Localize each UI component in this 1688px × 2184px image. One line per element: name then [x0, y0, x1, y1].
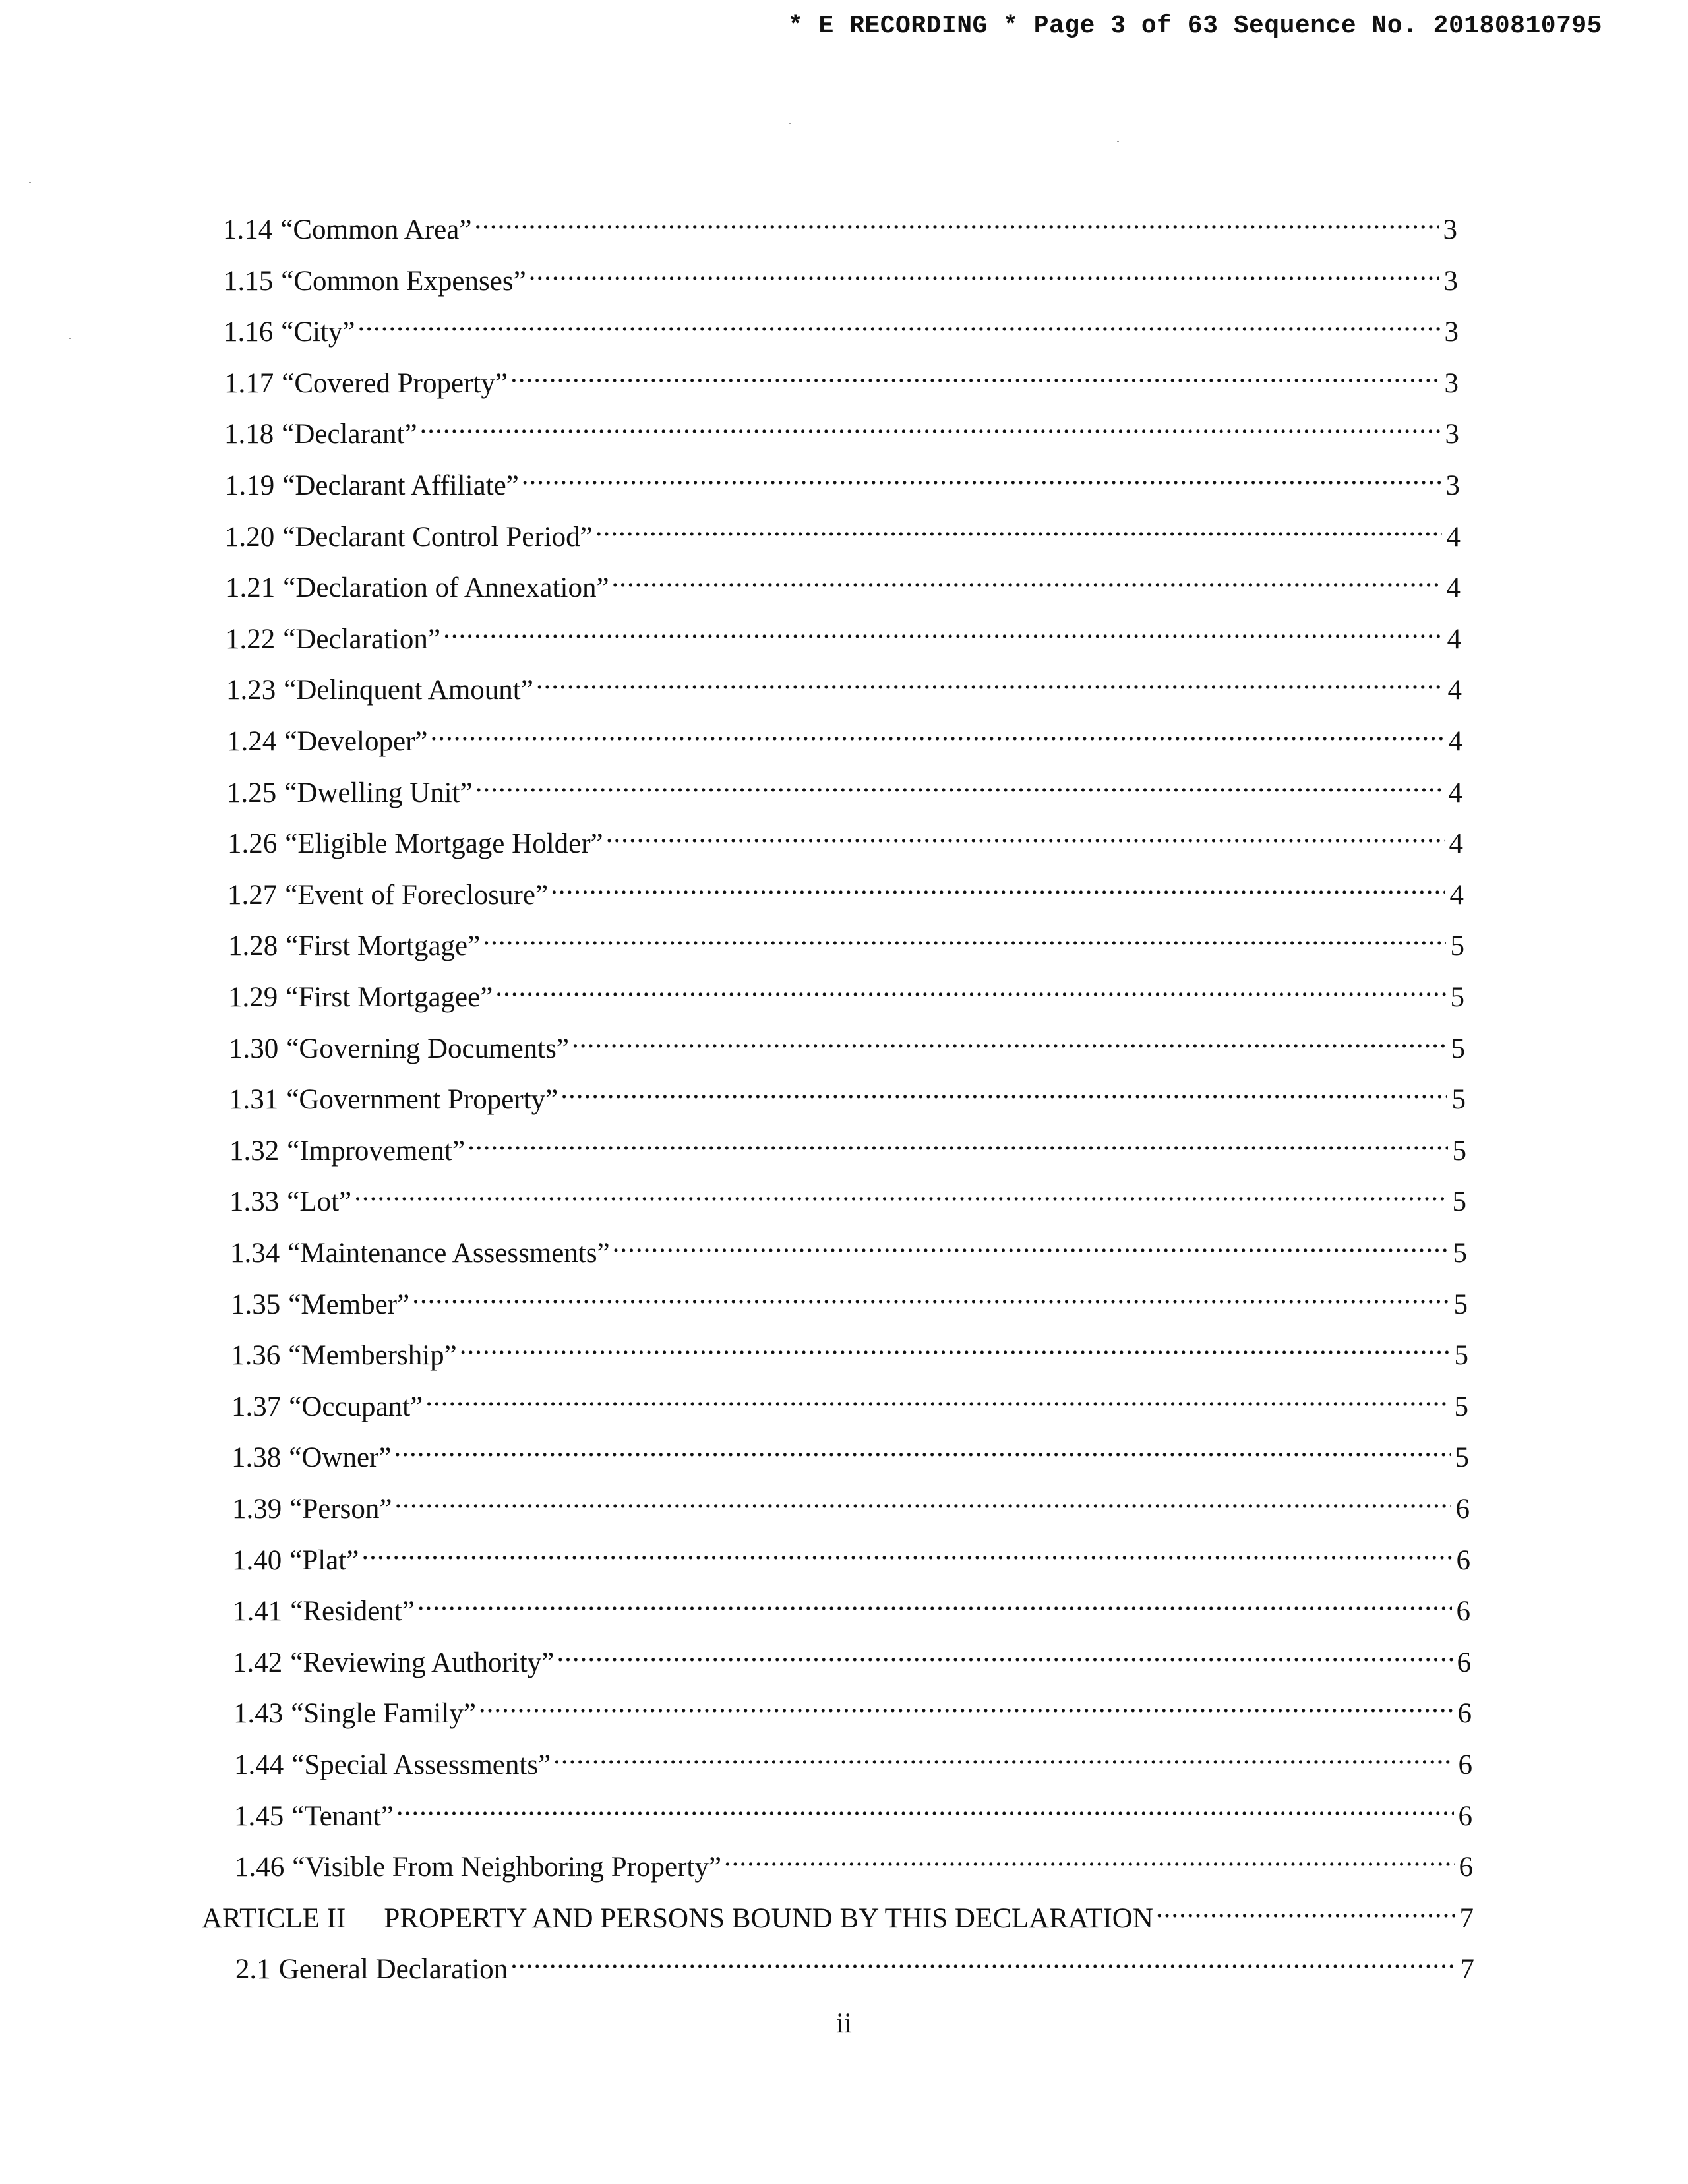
toc-section-number: 1.17	[224, 368, 274, 399]
toc-row	[231, 1434, 1469, 1474]
toc-section-title: “Reviewing Authority”	[290, 1647, 555, 1678]
toc-section-number: 1.40	[232, 1545, 282, 1576]
toc-section-title: PROPERTY AND PERSONS BOUND BY THIS DECLARATION	[384, 1903, 1153, 1934]
toc-section-number: ARTICLE II	[202, 1903, 346, 1934]
toc-page-number: 5	[1452, 1136, 1466, 1167]
toc-page-number: 4	[1446, 522, 1461, 553]
toc-page-number: 3	[1443, 214, 1457, 245]
toc-row	[233, 1689, 1472, 1730]
toc-section-title: “Occupant”	[289, 1391, 423, 1422]
toc-row	[225, 513, 1461, 554]
toc-section-title: “Owner”	[289, 1442, 392, 1473]
toc-row	[224, 257, 1458, 298]
dot-leader	[425, 1383, 1450, 1416]
dot-leader	[595, 513, 1442, 546]
toc-page-number: 4	[1448, 777, 1462, 808]
toc-row	[231, 1281, 1468, 1321]
toc-row	[230, 1229, 1467, 1270]
toc-section-title: “Eligible Mortgage Holder”	[285, 828, 603, 859]
toc-section-number: 1.22	[226, 624, 276, 655]
toc-section-title: “Declarant Affiliate”	[282, 470, 519, 501]
toc-section-title: “Dwelling Unit”	[284, 777, 473, 808]
toc-section-number: 2.1	[235, 1954, 271, 1985]
toc-section-number: 1.30	[229, 1033, 279, 1064]
toc-row	[231, 1383, 1468, 1424]
toc-section-number: 1.24	[227, 726, 277, 757]
toc-section-title: “Special Assessments”	[291, 1749, 551, 1780]
toc-section-title: “Declaration”	[283, 624, 440, 655]
toc-section-number: 1.35	[231, 1289, 281, 1320]
toc-section-number: 1.42	[233, 1647, 283, 1678]
toc-row	[227, 820, 1463, 861]
dot-leader	[394, 1485, 1451, 1518]
toc-row	[223, 206, 1457, 247]
toc-section-title: “Member”	[288, 1289, 410, 1320]
toc-row	[232, 1536, 1470, 1577]
toc-section-number: 1.43	[233, 1698, 284, 1729]
toc-section-number: 1.18	[224, 419, 274, 450]
toc-row	[227, 871, 1464, 912]
toc-section-number: 1.21	[226, 572, 276, 603]
toc-page-number: 5	[1453, 1238, 1467, 1269]
dot-leader	[396, 1792, 1454, 1825]
dot-leader	[510, 359, 1440, 392]
toc-section-title: “Covered Property”	[282, 368, 508, 399]
toc-section-number: 1.41	[233, 1596, 283, 1627]
toc-section-title: “Person”	[289, 1494, 392, 1525]
toc-section-title: General Declaration	[278, 1954, 508, 1985]
toc-section-number: 1.33	[229, 1186, 280, 1217]
dot-leader	[358, 308, 1441, 341]
toc-section-number: 1.14	[223, 214, 273, 245]
toc-row	[224, 308, 1459, 349]
toc-row	[234, 1792, 1472, 1833]
toc-section-number: 1.38	[231, 1442, 282, 1473]
dot-leader	[495, 973, 1446, 1006]
toc-section-title: “Visible From Neighboring Property”	[292, 1852, 721, 1883]
toc-page-number: 4	[1447, 675, 1462, 706]
toc-section-title: “Resident”	[290, 1596, 415, 1627]
toc-row	[224, 410, 1459, 451]
dot-leader	[557, 1639, 1453, 1672]
toc-section-number: 1.34	[230, 1238, 280, 1269]
toc-section-title: “Maintenance Assessments”	[287, 1238, 610, 1269]
toc-page-number: 6	[1458, 1801, 1472, 1832]
dot-leader	[1156, 1895, 1455, 1927]
toc-row	[225, 462, 1460, 502]
toc-page-number: 7	[1460, 1954, 1474, 1985]
dot-leader	[467, 1127, 1448, 1160]
toc-section-number: 1.45	[234, 1801, 284, 1832]
toc-section-title: “Membership”	[288, 1340, 457, 1371]
toc-page-number: 5	[1453, 1289, 1468, 1320]
toc-section-number: 1.23	[226, 675, 276, 706]
toc-page-number: 6	[1457, 1647, 1471, 1678]
toc-page-number: 5	[1454, 1340, 1468, 1371]
toc-page-number: 3	[1444, 368, 1459, 399]
toc-page-number: 5	[1455, 1442, 1469, 1473]
toc-section-title: “Lot”	[287, 1186, 352, 1217]
dot-leader	[479, 1689, 1453, 1722]
toc-section-title: “First Mortgage”	[286, 930, 481, 961]
toc-page-number: 7	[1459, 1903, 1474, 1934]
toc-page-number: 5	[1451, 1084, 1466, 1115]
toc-page-number: 6	[1457, 1698, 1472, 1729]
dot-leader	[361, 1536, 1452, 1569]
toc-page-number: 6	[1456, 1596, 1470, 1627]
toc-row	[229, 1025, 1465, 1066]
toc-section-number: 1.26	[227, 828, 278, 859]
toc-row	[226, 615, 1461, 656]
dot-leader	[417, 1587, 1452, 1620]
toc-section-number: 1.16	[224, 317, 274, 348]
toc-page-number: 5	[1454, 1391, 1468, 1422]
toc-section-title: “Event of Foreclosure”	[285, 880, 549, 911]
toc-page-number: 4	[1448, 726, 1462, 757]
toc-section-number: 1.37	[231, 1391, 282, 1422]
toc-row	[226, 564, 1461, 605]
toc-row	[231, 1331, 1468, 1372]
toc-page-number: 3	[1444, 317, 1459, 348]
toc-page-number: 5	[1450, 930, 1464, 961]
toc-section-title: “Declaration of Annexation”	[283, 572, 609, 603]
dot-leader	[724, 1843, 1455, 1876]
toc-row	[224, 359, 1459, 400]
dot-leader	[443, 615, 1443, 648]
toc-section-title: “Developer”	[284, 726, 428, 757]
dot-leader	[483, 922, 1446, 955]
page-number: ii	[836, 2008, 852, 2039]
toc-page-number: 4	[1449, 880, 1464, 911]
toc-row	[228, 922, 1464, 963]
dot-leader	[394, 1434, 1451, 1467]
dot-leader	[412, 1281, 1449, 1314]
toc-section-number: 1.27	[227, 880, 278, 911]
dot-leader	[522, 462, 1441, 495]
dot-leader	[431, 717, 1445, 750]
toc-section-title: “First Mortgagee”	[286, 982, 493, 1013]
dot-leader	[420, 410, 1441, 443]
toc-section-number: 1.32	[229, 1136, 280, 1167]
toc-section-title: “Government Property”	[286, 1084, 558, 1115]
toc-section-number: 1.46	[235, 1852, 285, 1883]
toc-section-title: “Plat”	[289, 1545, 359, 1576]
toc-article-row	[202, 1895, 1474, 1935]
toc-row	[235, 1945, 1474, 1986]
toc-row	[233, 1639, 1471, 1680]
dot-leader	[475, 769, 1444, 802]
toc-row	[227, 769, 1462, 810]
toc-row	[227, 717, 1462, 758]
dot-leader	[460, 1331, 1450, 1364]
toc-row	[234, 1741, 1472, 1782]
toc-section-number: 1.44	[234, 1749, 284, 1780]
toc-row	[229, 1178, 1466, 1219]
dot-leader	[553, 1741, 1454, 1774]
toc-section-number: 1.15	[224, 266, 274, 297]
toc-row	[235, 1843, 1473, 1884]
dot-leader	[551, 871, 1445, 904]
toc-section-number: 1.28	[228, 930, 278, 961]
toc-section-title: “Improvement”	[287, 1136, 466, 1167]
toc-section-title: “Governing Documents”	[286, 1033, 569, 1064]
toc-page-number: 5	[1451, 1033, 1465, 1064]
toc-row	[229, 1076, 1466, 1116]
dot-leader	[612, 564, 1442, 597]
toc-page-number: 6	[1456, 1545, 1470, 1576]
toc-section-title: “Single Family”	[291, 1698, 476, 1729]
toc-row	[233, 1587, 1470, 1628]
dot-leader	[606, 820, 1445, 853]
toc-section-title: “Delinquent Amount”	[284, 675, 533, 706]
dot-leader	[510, 1945, 1456, 1978]
toc-section-title: “Common Area”	[280, 214, 472, 245]
toc-page-number: 5	[1452, 1186, 1466, 1217]
toc-section-number: 1.31	[229, 1084, 279, 1115]
toc-section-title: “City”	[281, 317, 355, 348]
toc-page-number: 3	[1445, 470, 1460, 501]
toc-section-title: “Common Expenses”	[281, 266, 526, 297]
toc-row	[228, 973, 1464, 1014]
dot-leader	[560, 1076, 1447, 1108]
recording-header: * E RECORDING * Page 3 of 63 Sequence No. 20180810795	[787, 12, 1602, 40]
dot-leader	[354, 1178, 1448, 1211]
dot-leader	[572, 1025, 1447, 1058]
toc-page-number: 4	[1447, 624, 1461, 655]
toc-section-title: “Tenant”	[291, 1801, 394, 1832]
toc-section-number: 1.25	[227, 777, 277, 808]
toc-row	[226, 666, 1462, 707]
toc-row	[229, 1127, 1466, 1168]
toc-section-title: “Declarant”	[282, 419, 417, 450]
dot-leader	[613, 1229, 1449, 1262]
toc-page-number: 3	[1445, 419, 1459, 450]
toc-page-number: 6	[1459, 1852, 1473, 1883]
toc-page-number: 4	[1449, 828, 1463, 859]
toc-section-number: 1.29	[228, 982, 278, 1013]
toc-page-number: 3	[1443, 266, 1458, 297]
toc-page-number: 5	[1450, 982, 1464, 1013]
toc-page-number: 6	[1455, 1494, 1470, 1525]
toc-section-number: 1.20	[225, 522, 275, 553]
toc-page-number: 6	[1458, 1749, 1472, 1780]
dot-leader	[529, 257, 1439, 290]
toc-section-title: “Declarant Control Period”	[282, 522, 593, 553]
toc-page-number: 4	[1446, 572, 1461, 603]
toc-section-number: 1.39	[232, 1494, 282, 1525]
toc-row	[232, 1485, 1470, 1526]
toc-section-number: 1.19	[225, 470, 275, 501]
dot-leader	[474, 206, 1439, 239]
toc-section-number: 1.36	[231, 1340, 281, 1371]
dot-leader	[536, 666, 1443, 699]
